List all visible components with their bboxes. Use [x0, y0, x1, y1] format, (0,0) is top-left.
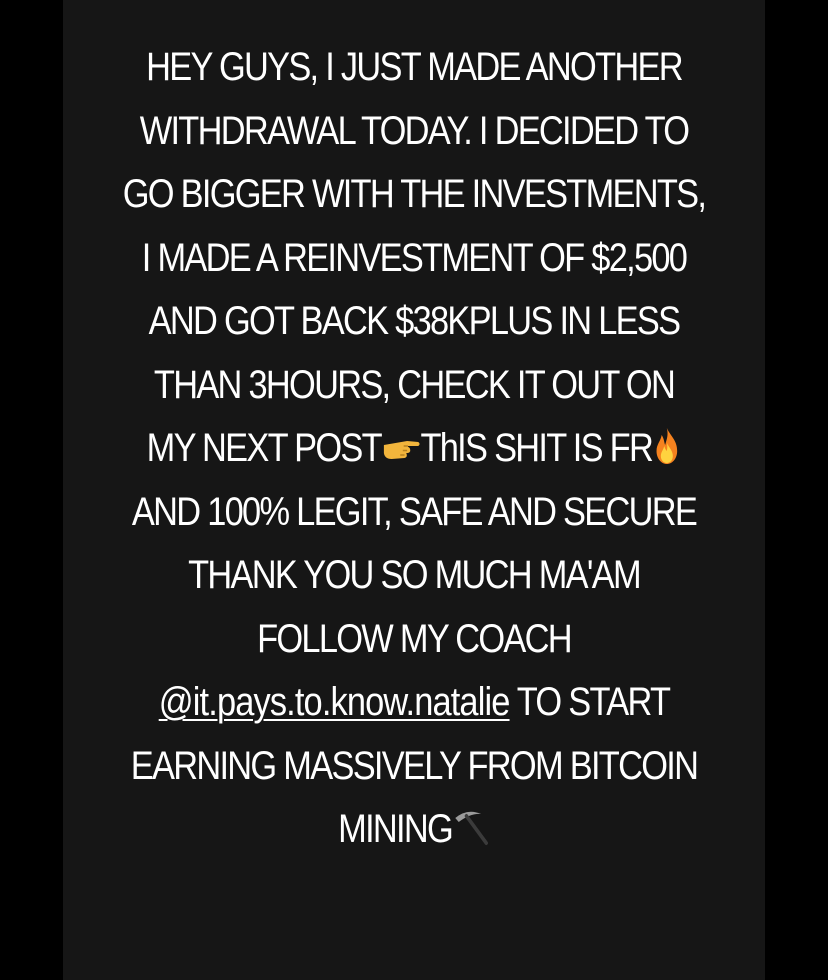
caption-line-7-end: ThIS SHIT IS FR	[420, 426, 653, 470]
story-caption	[112, 36, 716, 862]
caption-line-10: FOLLOW MY COACH	[257, 616, 571, 661]
caption-line-13	[112, 798, 716, 862]
caption-line-6: THAN 3HOURS, CHECK IT OUT ON	[153, 362, 675, 407]
caption-line-13-text: MINING	[338, 807, 453, 851]
story-panel	[63, 0, 765, 980]
pick-icon	[452, 807, 490, 847]
fire-icon	[652, 426, 681, 466]
caption-line-5: AND GOT BACK $38KPLUS IN LESS	[148, 299, 680, 343]
caption-line-8: AND 100% LEGIT, SAFE AND SECURE	[131, 489, 697, 534]
caption-line-2: WITHDRAWAL TODAY. I DECIDED TO	[139, 108, 689, 153]
pointing-right-hand-icon	[381, 431, 421, 461]
caption-line-11-end: TO START	[509, 680, 670, 724]
caption-line-7-start: MY NEXT POST	[146, 426, 381, 470]
caption-line-11	[112, 671, 716, 735]
coach-mention-link[interactable]: @it.pays.to.know.natalie	[158, 680, 510, 724]
caption-line-9: THANK YOU SO MUCH MA'AM	[188, 553, 640, 597]
caption-line-4: I MADE A REINVESTMENT OF $2,500	[141, 235, 687, 280]
caption-line-3: GO BIGGER WITH THE INVESTMENTS,	[122, 172, 706, 216]
caption-line-12: EARNING MASSIVELY FROM BITCOIN	[130, 743, 698, 788]
caption-line-7	[112, 417, 716, 481]
caption-line-1: HEY GUYS, I JUST MADE ANOTHER	[146, 45, 682, 89]
